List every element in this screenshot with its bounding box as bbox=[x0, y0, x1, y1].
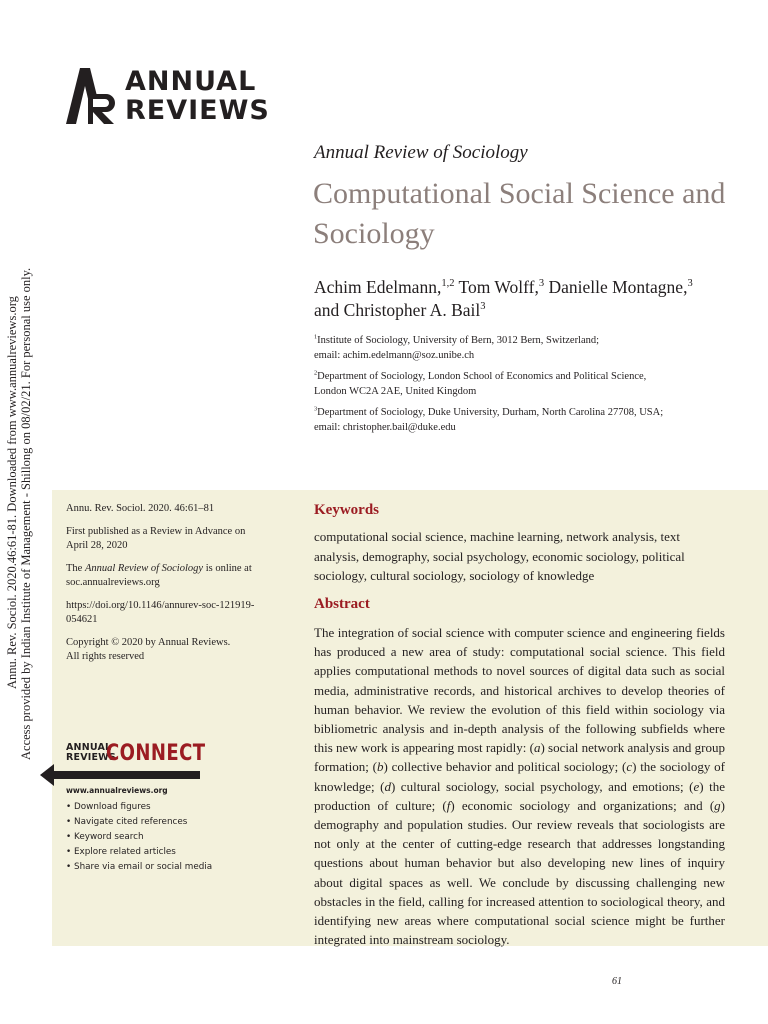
affiliation bbox=[314, 334, 754, 363]
abstract-segment: ) social network analysis and group formation; ( bbox=[314, 740, 725, 775]
annual-reviews-logo bbox=[66, 66, 270, 126]
arrow-left-icon bbox=[40, 764, 200, 786]
abstract-segment: ) economic sociology and organizations; and ( bbox=[450, 797, 715, 813]
abstract-segment: ) demography and population studies. Our review reveals that sociologists are not only at the center of cutting-edge research that addresses longstanding questions about human behavior but also developing new lines of inquiry about digital spaces as well. We conclude by discussing challenging new obstacles in the field, calling for increased attention to sociological theory, and identifying new areas where computational social science might be further integrated into mainstream sociology. bbox=[314, 797, 725, 948]
keywords-text: computational social science, machine learning, network analysis, text analysis, demography, social psychology, economic sociology, political sociology, cultural sociology, sociology of knowledge bbox=[314, 529, 685, 583]
online-notice bbox=[66, 562, 266, 591]
list-item: • Keyword search bbox=[66, 830, 212, 845]
citation: Annu. Rev. Sociol. 2020. 46:61–81 bbox=[66, 503, 215, 514]
doi-link[interactable]: https://doi.org/10.1146/annurev-soc-121919-054621 bbox=[66, 599, 255, 625]
article-meta bbox=[66, 502, 266, 673]
abstract-segment: ) the production of culture; ( bbox=[314, 778, 725, 813]
affiliation-number: 2 bbox=[314, 369, 318, 377]
rights-line: All rights reserved bbox=[66, 651, 145, 662]
affiliation-line: London WC2A 2AE, United Kingdom bbox=[314, 385, 477, 397]
abstract-enum: g bbox=[714, 797, 721, 813]
abstract-enum: d bbox=[384, 778, 391, 794]
abstract-heading: Abstract bbox=[314, 596, 370, 612]
list-item: • Download figures bbox=[66, 800, 212, 815]
affiliation-line: Department of Sociology, London School of Economics and Political Science, bbox=[317, 371, 647, 382]
author-name: and Christopher A. Bail bbox=[314, 300, 481, 320]
abstract-segment: ) cultural sociology, social psychology, and emotions; ( bbox=[390, 778, 694, 794]
keywords-heading: Keywords bbox=[314, 502, 379, 518]
abstract-segment: ) collective behavior and political sociology; ( bbox=[383, 759, 627, 775]
abstract-segment: ) the sociology of knowledge; ( bbox=[314, 759, 725, 794]
affiliation-email[interactable]: email: achim.edelmann@soz.unibe.ch bbox=[314, 349, 475, 361]
article-title: Computational Social Science and Sociology bbox=[313, 177, 726, 250]
abstract-enum: b bbox=[376, 759, 384, 775]
affiliation bbox=[314, 370, 754, 399]
abstract-segment: The integration of social science with computer science and engineering fields has produced a new area of study: computational social science. This field applies computational methods to novel sources of digital data such as social media, administrative records, and historical archives to develop theories of human behavior. We review the evolution of this field within sociology via bibliometric analysis and in-depth analysis of the following subfields where this new work is appearing most rapidly: ( bbox=[314, 625, 725, 756]
author-affiliation-mark: 3 bbox=[538, 278, 545, 290]
list-item: • Explore related articles bbox=[66, 845, 212, 860]
affiliation bbox=[314, 406, 754, 435]
author-name: Danielle Montagne, bbox=[544, 277, 688, 297]
affiliation-number: 3 bbox=[314, 405, 318, 413]
abstract-enum: f bbox=[446, 797, 451, 813]
download-notice bbox=[2, 268, 42, 760]
abstract-text bbox=[314, 623, 725, 949]
online-notice-journal: Annual Review of Sociology bbox=[84, 562, 204, 574]
online-notice-prefix: The bbox=[66, 562, 85, 574]
abstract-enum: e bbox=[693, 778, 700, 794]
affiliations bbox=[314, 334, 754, 442]
connect-brand-reviews: REVIEWS bbox=[66, 752, 116, 763]
author-name: Achim Edelmann, bbox=[314, 277, 442, 297]
annual-reviews-connect[interactable] bbox=[40, 742, 260, 882]
abstract-enum: c bbox=[626, 759, 633, 775]
logo-line-reviews: REVIEWS bbox=[125, 95, 270, 126]
affiliation-number: 1 bbox=[314, 333, 318, 341]
journal-name: Annual Review of Sociology bbox=[314, 142, 528, 163]
download-notice-line-1: Annu. Rev. Sociol. 2020.46:61-81. Downloaded from www.annualreviews.org bbox=[5, 296, 19, 689]
author-affiliation-mark: 1,2 bbox=[441, 278, 455, 290]
logo-line-annual: ANNUAL bbox=[125, 66, 257, 97]
author-list bbox=[314, 276, 734, 322]
download-notice-line-2: Access provided by Indian Institute of Management - Shillong on 08/02/21. For personal use only. bbox=[19, 267, 33, 760]
list-item: • Navigate cited references bbox=[66, 815, 212, 830]
copyright bbox=[66, 636, 266, 665]
affiliation-email[interactable]: email: christopher.bail@duke.edu bbox=[314, 421, 456, 433]
affiliation-line: Department of Sociology, Duke University, Durham, North Carolina 27708, USA; bbox=[317, 407, 664, 418]
author-name: Tom Wolff, bbox=[454, 277, 539, 297]
connect-brand-annual: ANNUAL bbox=[66, 742, 112, 753]
author-affiliation-mark: 3 bbox=[687, 278, 693, 290]
first-published: First published as a Review in Advance on April 28, 2020 bbox=[66, 525, 246, 551]
connect-features bbox=[66, 800, 212, 875]
author-affiliation-mark: 3 bbox=[480, 301, 486, 313]
connect-url[interactable]: www.annualreviews.org bbox=[66, 786, 168, 795]
page-number: 61 bbox=[612, 976, 622, 987]
list-item: • Share via email or social media bbox=[66, 860, 212, 875]
online-notice-suffix: is online at soc.annualreviews.org bbox=[66, 562, 252, 588]
ar-logo-icon bbox=[66, 68, 118, 124]
copyright-line: Copyright © 2020 by Annual Reviews. bbox=[66, 636, 231, 648]
connect-title: CONNECT bbox=[106, 741, 206, 766]
affiliation-line: Institute of Sociology, University of Bern, 3012 Bern, Switzerland; bbox=[317, 335, 600, 346]
abstract-enum: a bbox=[533, 740, 541, 756]
